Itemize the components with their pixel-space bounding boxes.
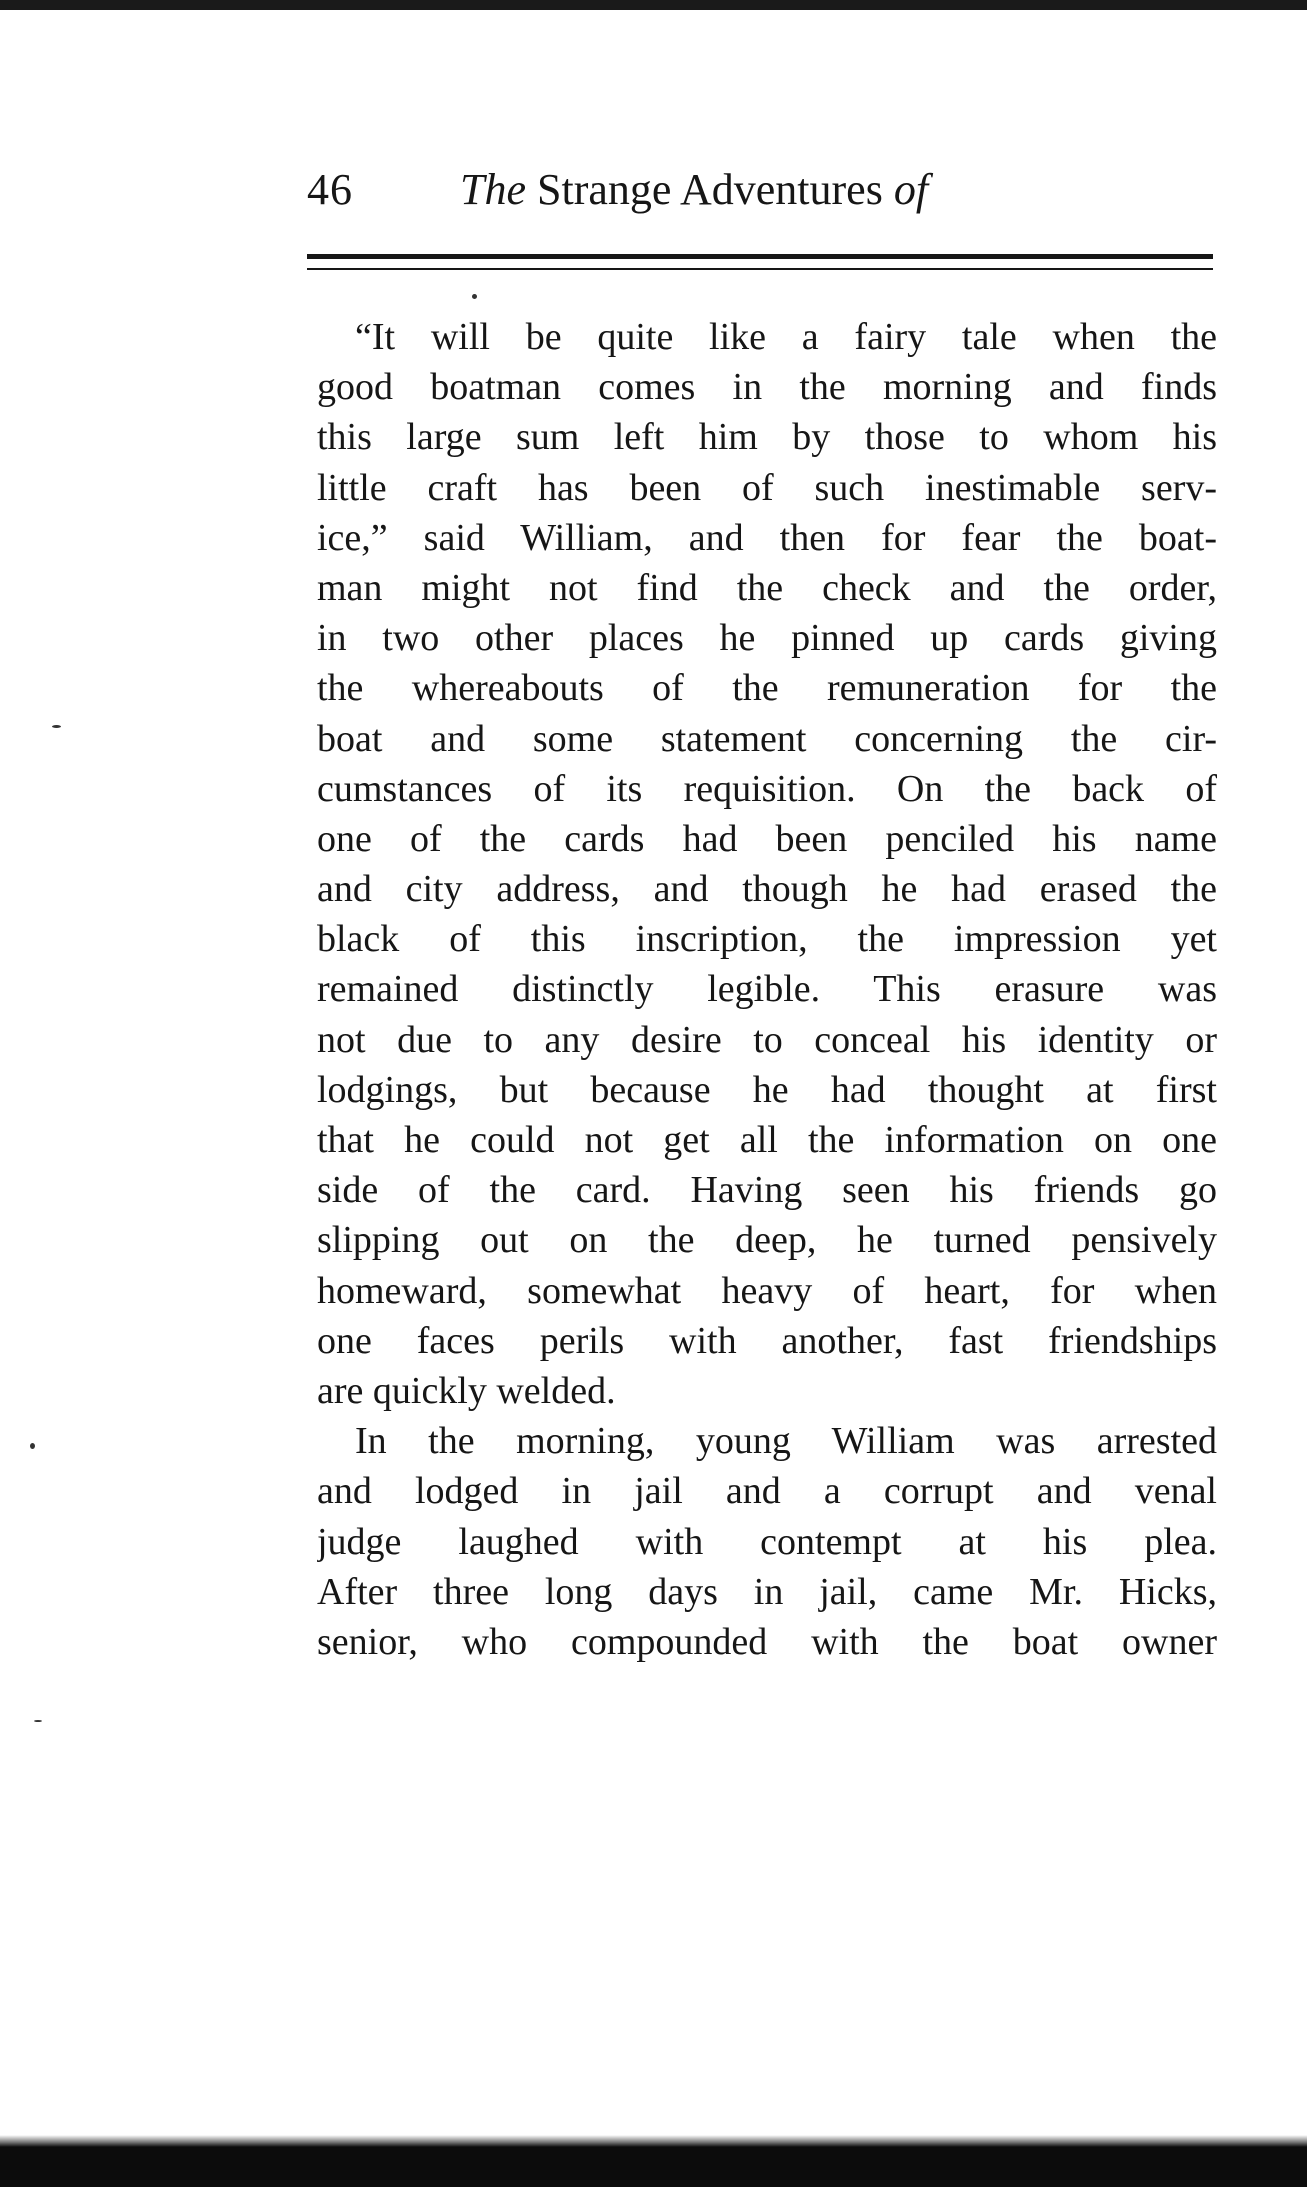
book-title-the: The [460, 165, 526, 214]
text-line: good boatman comes in the morning and finds [317, 366, 1217, 409]
text-line: senior, who compounded with the boat owner [317, 1620, 1217, 1663]
text-line: the whereabouts of the remuneration for the [317, 667, 1217, 710]
scan-speck [30, 1443, 35, 1449]
paragraph-2 [317, 1416, 1217, 1667]
book-title [460, 160, 928, 220]
body-text [317, 312, 1217, 1667]
text-line: and city address, and though he had erased the [317, 868, 1217, 911]
text-line: ice,” said William, and then for fear the boat- [317, 516, 1217, 559]
header-rule-thick [307, 254, 1213, 259]
scan-speck [52, 725, 61, 728]
book-title-middle: Strange Adventures [537, 165, 883, 214]
text-line: slipping out on the deep, he turned pensively [317, 1219, 1217, 1262]
paragraph-1 [317, 312, 1217, 1416]
running-head [307, 160, 1207, 220]
text-line: lodgings, but because he had thought at first [317, 1068, 1217, 1111]
text-line: boat and some statement concerning the cir- [317, 717, 1217, 760]
scan-speck [472, 294, 477, 299]
page-number: 46 [307, 165, 353, 214]
text-line: remained distinctly legible. This erasure was [317, 968, 1217, 1011]
text-line: one faces perils with another, fast friendships [317, 1319, 1217, 1362]
text-line: side of the card. Having seen his friends go [317, 1169, 1217, 1212]
scan-top-edge [0, 0, 1307, 10]
text-line: one of the cards had been penciled his name [317, 817, 1217, 860]
text-line: man might not find the check and the order, [317, 566, 1217, 609]
text-line: black of this inscription, the impression yet [317, 918, 1217, 961]
text-line: are quickly welded. [317, 1369, 616, 1412]
scan-bottom-fade [0, 2135, 1307, 2147]
text-line: cumstances of its requisition. On the back of [317, 767, 1217, 810]
scan-speck [34, 1720, 42, 1722]
text-line: “It will be quite like a fairy tale when the [355, 316, 1217, 358]
text-line: in two other places he pinned up cards giving [317, 617, 1217, 660]
text-line: this large sum left him by those to whom his [317, 416, 1217, 459]
text-line: After three long days in jail, came Mr. Hicks, [317, 1570, 1217, 1613]
text-line: little craft has been of such inestimable serv- [317, 466, 1217, 509]
text-line: judge laughed with contempt at his plea. [317, 1520, 1217, 1563]
text-line: In the morning, young William was arrested [355, 1420, 1217, 1463]
scan-bottom-edge [0, 2147, 1307, 2187]
text-line: that he could not get all the information on one [317, 1119, 1217, 1161]
text-line: homeward, somewhat heavy of heart, for when [317, 1269, 1217, 1312]
text-line: not due to any desire to conceal his identity or [317, 1018, 1217, 1061]
header-rule-thin [307, 268, 1213, 270]
book-title-of: of [893, 165, 929, 214]
text-line: and lodged in jail and a corrupt and venal [317, 1470, 1217, 1513]
